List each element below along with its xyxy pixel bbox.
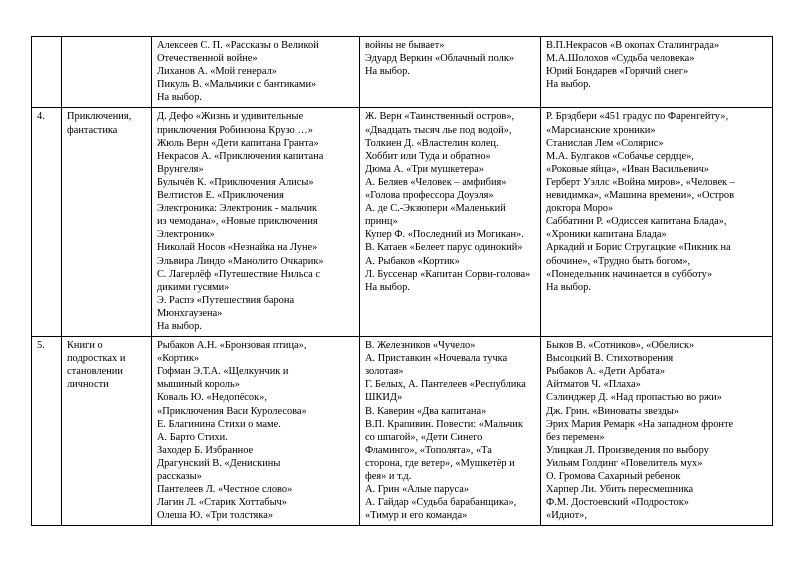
list-item: Эдуард Веркин «Облачный полк»	[365, 53, 515, 65]
list-item: ШКИД»	[365, 392, 403, 404]
list-item: Толкиен Д. «Властелин колец.	[365, 137, 499, 149]
list-item: Р. Брэдбери «451 градус по Фаренгейту»,	[546, 111, 729, 123]
list-item: В. Железников «Чучело»	[365, 340, 476, 352]
row-number: 5.	[37, 340, 45, 352]
list-item: Электроник»	[157, 229, 215, 241]
list-item: фея» и т.д.	[365, 471, 412, 482]
list-item: Харпер Ли. Убить пересмешника	[546, 484, 694, 496]
list-item: А. Грин «Алые паруса»	[365, 484, 470, 496]
list-item: Фламинго», «Тополята», «Та	[365, 444, 492, 456]
list-item: без перемен»	[546, 431, 605, 443]
row-column-a	[152, 37, 360, 108]
row-column-b	[360, 337, 541, 526]
list-item: Пантелеев Л. «Честное слово»	[157, 484, 293, 496]
reading-list-table	[31, 36, 773, 526]
list-item: Герберт Уэллс «Война миров», «Человек –	[546, 176, 735, 188]
list-item: «Хроники капитана Блада»	[546, 229, 667, 241]
list-item: мышиный король»	[157, 379, 240, 391]
list-item: Олеша Ю. «Три толстяка»	[157, 510, 274, 522]
list-item: Станислав Лем «Солярис»	[546, 137, 664, 149]
list-item: Заходер Б. Избранное	[157, 444, 254, 456]
list-item: Некрасов А. «Приключения капитана	[157, 150, 324, 162]
list-item: Аркадий и Борис Стругацкие «Пикник на	[546, 242, 731, 254]
list-item: М.А. Булгаков «Собачье сердце»,	[546, 150, 694, 162]
list-item: Николай Носов «Незнайка на Луне»	[157, 242, 318, 254]
list-item: А. Приставкин «Ночевала тучка	[365, 353, 508, 365]
list-item: дикими гусями»	[157, 281, 230, 293]
list-item: Ж. Верн «Таинственный остров»,	[365, 111, 515, 123]
list-item: Драгунский В. «Денискины	[157, 457, 281, 469]
list-item: В.П.Некрасов «В окопах Сталинграда»	[546, 40, 720, 51]
list-item: Г. Белых, А. Пантелеев «Республика	[365, 379, 526, 391]
list-item: «Понедельник начинается в субботу»	[546, 268, 713, 280]
row-column-b	[360, 108, 541, 337]
row-column-a	[152, 108, 360, 337]
list-item: Дж. Грин. «Виноваты звезды»	[546, 405, 680, 417]
row-number: 4.	[37, 111, 45, 123]
row-column-c	[541, 108, 773, 337]
list-item: «Двадцать тысяч лье под водой»,	[365, 124, 512, 136]
list-item: Врунгеля»	[157, 163, 204, 175]
row-column-b	[360, 37, 541, 108]
row-category-cell	[62, 37, 152, 108]
list-item: В. Катаев «Белеет парус одинокий»	[365, 242, 523, 254]
list-item: Жюль Верн «Дети капитана Гранта»	[157, 137, 319, 149]
list-item: Эльвира Линдо «Манолито Очкарик»	[157, 255, 324, 267]
list-item: Лагин Л. «Старик Хоттабыч»	[157, 497, 287, 509]
list-item: Юрий Бондарев «Горячий снег»	[546, 66, 689, 78]
list-item: Высоцкий В. Стихотворения	[546, 353, 674, 365]
table-row	[32, 37, 773, 108]
row-column-c	[541, 37, 773, 108]
row-category-cell	[62, 108, 152, 337]
list-item: А. Гайдар «Судьба барабанщика»,	[365, 497, 517, 509]
list-item: Рыбаков А. «Дети Арбата»	[546, 366, 666, 378]
list-item: А. Беляев «Человек – амфибия»	[365, 176, 507, 188]
list-item: рассказы»	[157, 471, 202, 482]
list-item: Купер Ф. «Последний из Могикан».	[365, 229, 524, 241]
list-item: Сэлинджер Д. «Над пропастью во ржи»	[546, 392, 722, 404]
list-item: Электроника: Электроник - мальчик	[157, 203, 318, 215]
list-item: А. Барто Стихи.	[157, 431, 228, 443]
list-item: Мюнхгаузена»	[157, 307, 223, 319]
row-column-a	[152, 337, 360, 526]
list-item: «Кортик»	[157, 353, 200, 365]
list-item: Саббатини Р. «Одиссея капитана Блада»,	[546, 216, 727, 228]
list-item: В.П. Крапивин. Повести: «Мальчик	[365, 418, 523, 430]
row-category: Приключения, фантастика	[67, 111, 132, 136]
list-item: «Голова профессора Доуэля»	[365, 190, 494, 202]
list-item: Айтматов Ч. «Плаха»	[546, 379, 641, 391]
list-item: В. Каверин «Два капитана»	[365, 405, 487, 417]
list-item: со шпагой», «Дети Синего	[365, 431, 483, 443]
row-category: Книги о подростках и становлении личности	[67, 340, 126, 391]
list-item: Велтистов Е. «Приключения	[157, 190, 284, 202]
list-item: Коваль Ю. «Недопёсок»,	[157, 392, 267, 404]
list-item: На выбор.	[546, 79, 591, 91]
list-item: На выбор.	[157, 320, 202, 332]
list-item: Хоббит или Туда и обратно»	[365, 150, 491, 162]
list-item: из чемодана», «Новые приключения	[157, 216, 318, 228]
list-item: На выбор.	[365, 66, 410, 78]
list-item: Э. Распэ «Путешествия барона	[157, 294, 295, 306]
row-number-cell	[32, 108, 62, 337]
list-item: Рыбаков А.Н. «Бронзовая птица»,	[157, 340, 307, 352]
list-item: М.А.Шолохов «Судьба человека»	[546, 53, 695, 65]
list-item: принц»	[365, 216, 398, 228]
list-item: Пикуль В. «Мальчики с бантиками»	[157, 79, 317, 91]
list-item: С. Лагерлёф «Путешествие Нильса с	[157, 268, 321, 280]
list-item: Отечественной войне»	[157, 53, 258, 65]
list-item: Дюма А. «Три мушкетера»	[365, 163, 484, 175]
list-item: обочине», «Трудно быть богом»,	[546, 255, 691, 267]
list-item: войны не бывает»	[365, 40, 445, 51]
list-item: Булычёв К. «Приключения Алисы»	[157, 176, 314, 188]
list-item: Улицкая Л. Произведения по выбору	[546, 444, 709, 456]
row-category-cell	[62, 337, 152, 526]
list-item: А. Рыбаков «Кортик»	[365, 255, 460, 267]
list-item: Л. Буссенар «Капитан Сорви-голова»	[365, 268, 531, 280]
list-item: Ф.М. Достоевский «Подросток»	[546, 497, 689, 509]
list-item: «Приключения Васи Куролесова»	[157, 405, 307, 417]
row-number-cell	[32, 337, 62, 526]
list-item: доктора Моро»	[546, 203, 614, 215]
list-item: сторона, где ветер», «Мушкетёр и	[365, 457, 515, 469]
row-column-c	[541, 337, 773, 526]
list-item: О. Громова Сахарный ребенок	[546, 471, 681, 482]
list-item: приключения Робинзона Крузо …»	[157, 124, 313, 136]
list-item: «Идиот»,	[546, 510, 587, 522]
list-item: «Марсианские хроники»	[546, 124, 656, 136]
list-item: А. де С.-Экзюпери «Маленький	[365, 203, 506, 215]
list-item: Эрих Мария Ремарк «На западном фронте	[546, 418, 734, 430]
list-item: Быков В. «Сотников», «Обелиск»	[546, 340, 695, 352]
list-item: Алексеев С. П. «Рассказы о Великой	[157, 40, 319, 51]
list-item: «Роковые яйца», «Иван Васильевич»	[546, 163, 710, 175]
list-item: Д. Дефо «Жизнь и удивительные	[157, 111, 304, 123]
list-item: На выбор.	[365, 281, 410, 293]
list-item: Гофман Э.Т.А. «Щелкунчик и	[157, 366, 289, 378]
list-item: Лиханов А. «Мой генерал»	[157, 66, 277, 78]
row-number-cell	[32, 37, 62, 108]
table-row	[32, 337, 773, 526]
table-row	[32, 108, 773, 337]
list-item: На выбор.	[546, 281, 591, 293]
list-item: золотая»	[365, 366, 404, 378]
list-item: «Тимур и его команда»	[365, 510, 468, 522]
list-item: Уильям Голдинг «Повелитель мух»	[546, 457, 703, 469]
list-item: невидимка», «Машина времени», «Остров	[546, 190, 735, 202]
list-item: Е. Благинина Стихи о маме.	[157, 418, 281, 430]
list-item: На выбор.	[157, 92, 202, 104]
